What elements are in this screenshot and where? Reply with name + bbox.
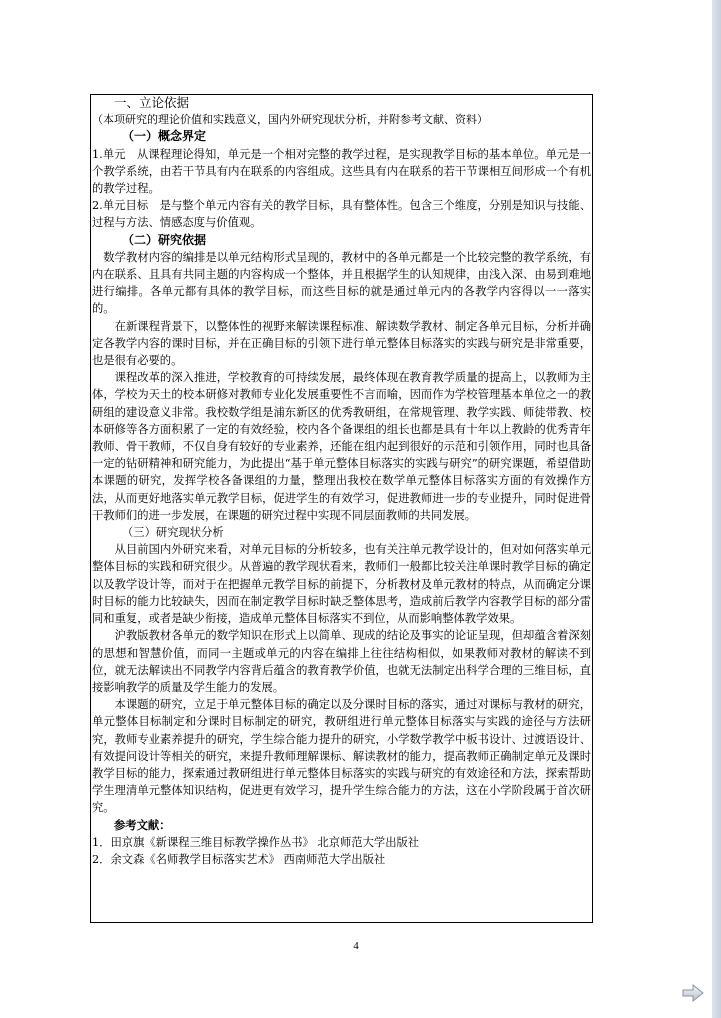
basis-paragraph-3: 课程改革的深入推进，学校教育的可持续发展，最终体现在教育教学质量的提高上，以教师为主体，学校为天土的校本研修对教师专业化发展重要性不言而喻，因而作为学校管理基本单位之一的教研组的建设意义非常。我校数学组是浦东新区的优秀教研组，在常规管理、教学实践、师徒带教、校本研修等各方面积累了一定的有效经验，校内各个备课组的组长也都是具有十年以上教龄的优秀青年教师、骨干教师，不仅自身有较好的专业素养，还能在组内起到很好的示范和引领作用，同时也具备一定的钻研精神和研究能力，为此提出“基于单元整体目标落实的实践与研究”的研究课题，希望借助本课题的研究，发挥学校各备课组的力量，整理出我校在数学单元整体目标落实方面的有效操作方法，从而更好地落实单元教学目标，促进学生的有效学习，促进教师进一步的专业提升，同时促进骨干教师们的进一步发展，在课题的研究过程中实现不同层面教师的共同发展。 <box>92 371 591 522</box>
reference-item: 1．田京旗《新课程三维目标教学操作丛书》 北京师范大学出版社 <box>92 835 420 849</box>
definition-unit: 1.单元 从课程理论得知，单元是一个相对完整的教学过程，是实现教学目标的基本单位。单元是一个教学系统，由若干节具有内在联系的内容组成。这些具有内在联系的若干节课相互间形成一个有机的教学过程。 <box>92 147 591 196</box>
section-note: （本项研究的理论价值和实践意义，国内外研究现状分析，并附参考文献、资料） <box>92 113 488 127</box>
status-paragraph-3: 本课题的研究，立足于单元整体目标的确定以及分课时目标的落实，通过对课标与教材的研究，单元整体目标制定和分课时目标制定的研究，教研组进行单元整体目标落实与实践的途径与方法研究，教师专业素养提升的研究，学生综合能力提升的研究，小学数学教学中板书设计、过渡语设计、有效提问设计等相关的研究，来提升教师理解课标、解读教材的能力，提高教师正确制定单元及课时教学目标的能力，探索通过教研组进行单元整体目标落实的实践与研究的有效途径和方法，探索帮助学生理清单元整体知识结构，促进更有效学习，提升学生综合能力的方法，这在小学阶段属于首次研究。 <box>92 698 591 815</box>
basis-paragraph-1: 数学教材内容的编排是以单元结构形式呈现的，教材中的各单元都是一个比较完整的教学系统，有内在联系、且具有共同主题的内容构成一个整体，并且根据学生的认知规律，由浅入深、由易到难地进行编排。各单元都有具体的教学目标，而这些目标的就是通过单元内的各教学内容得以一一落实的。 <box>92 250 591 316</box>
subsection-concepts-title: （一）概念界定 <box>122 129 207 144</box>
reference-item: 2．余文森《名师教学目标落实艺术》 西南师范大学出版社 <box>92 852 386 866</box>
subsection-status-title: （三）研究现状分析 <box>122 526 224 540</box>
basis-paragraph-2: 在新课程背景下，以整体性的视野来解读课程标准、解读数学教材、制定各单元目标，分析并确定各教学内容的课时目标，并在正确目标的引领下进行单元整体目标落实的实践与研究是非常重要，也是很有必要的。 <box>92 319 591 368</box>
references-title: 参考文献： <box>114 817 171 832</box>
next-page-arrow-icon[interactable] <box>682 984 704 1002</box>
section-title: 一、立论依据 <box>114 95 190 110</box>
page-number: 4 <box>353 940 359 952</box>
status-paragraph-1: 从目前国内外研究来看，对单元目标的分析较多，也有关注单元教学设计的，但对如何落实单元整体目标的实践和研究很少。从普遍的教学现状看来，教师们一般都比较关注单课时教学目标的确定以及教学设计等，而对于在把握单元教学目标的前提下，分析教材及单元教材的特点，从而确定分课时目标的能力比较缺失，因而在制定教学目标时缺乏整体思考，造成前后教学内容教学目标的部分雷同和重复，或者是缺少衔接，造成单元整体目标落实不到位，从而影响整体教学效果。 <box>92 543 591 626</box>
viewer-scroll-edge <box>712 0 721 1018</box>
status-paragraph-2: 沪教版教材各单元的数学知识在形式上以简单、现成的结论及事实的论证呈现，但却蕴含着深刻的思想和智慧价值，而同一主题或单元的内容在编排上往往结构相似，如果教师对教材的解读不到位，就无法解读出不同教学内容背后蕴含的教育教学价值，也就无法制定出科学合理的三维目标，直接影响教学的质量及学生能力的发展。 <box>92 629 591 694</box>
document-content <box>92 94 591 868</box>
definition-unit-goal: 2.单元目标 是与整个单元内容有关的教学目标，具有整体性。包含三个维度，分别是知识与技能、过程与方法、情感态度与价值观。 <box>92 199 591 230</box>
subsection-basis-title: （二）研究依据 <box>122 232 207 247</box>
